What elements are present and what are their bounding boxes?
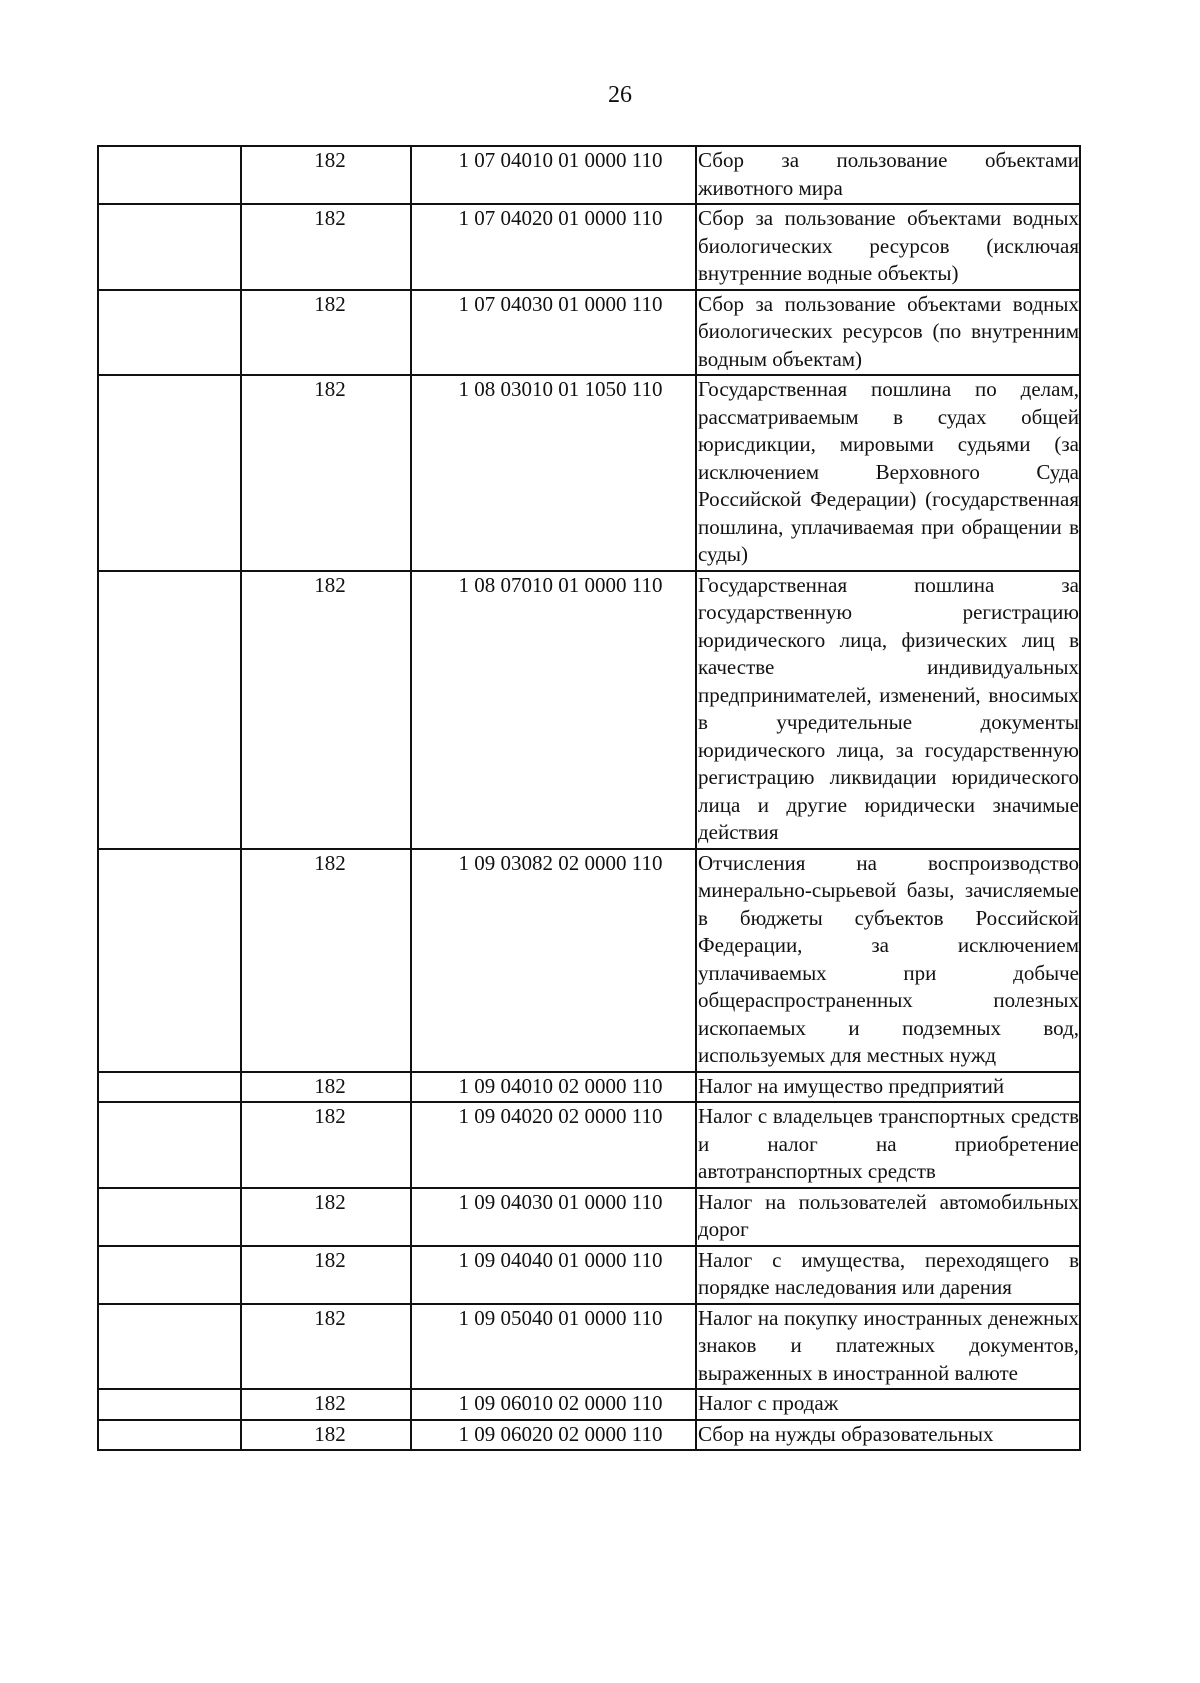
budget-classification-code-cell: 1 09 03082 02 0000 110 (411, 849, 696, 1072)
revenue-name-cell: Государственная пошлина по делам, рассматриваемым в судах общей юрисдикции, мировыми судьями (за исключением Верховного Суда Российской Федерации) (государственная пошлина, уплачиваемая при обращении в суды) (696, 375, 1080, 571)
budget-classification-code-cell: 1 09 06010 02 0000 110 (411, 1389, 696, 1420)
administrator-code-cell: 182 (241, 290, 411, 376)
revenue-name-cell: Налог на имущество предприятий (696, 1072, 1080, 1103)
table-row (98, 1420, 1080, 1451)
administrator-code-cell: 182 (241, 849, 411, 1072)
page-number: 26 (608, 82, 632, 108)
table-row (98, 1188, 1080, 1246)
empty-cell (98, 1188, 241, 1246)
administrator-code-cell: 182 (241, 375, 411, 571)
administrator-code-cell: 182 (241, 571, 411, 849)
budget-classification-code-cell: 1 09 06020 02 0000 110 (411, 1420, 696, 1451)
budget-classification-code-cell: 1 07 04030 01 0000 110 (411, 290, 696, 376)
administrator-code-cell: 182 (241, 1072, 411, 1103)
table-row (98, 146, 1080, 204)
administrator-code-cell: 182 (241, 204, 411, 290)
table-row (98, 849, 1080, 1072)
administrator-code-cell: 182 (241, 1246, 411, 1304)
revenue-name-cell: Сбор за пользование объектами водных биологических ресурсов (исключая внутренние водные объекты) (696, 204, 1080, 290)
budget-codes-table (97, 145, 1081, 1451)
budget-classification-code-cell: 1 08 07010 01 0000 110 (411, 571, 696, 849)
budget-classification-code-cell: 1 09 04020 02 0000 110 (411, 1102, 696, 1188)
table-row (98, 290, 1080, 376)
empty-cell (98, 204, 241, 290)
administrator-code-cell: 182 (241, 146, 411, 204)
revenue-name-cell: Налог с продаж (696, 1389, 1080, 1420)
budget-classification-code-cell: 1 08 03010 01 1050 110 (411, 375, 696, 571)
administrator-code-cell: 182 (241, 1188, 411, 1246)
empty-cell (98, 571, 241, 849)
budget-classification-code-cell: 1 09 04030 01 0000 110 (411, 1188, 696, 1246)
empty-cell (98, 290, 241, 376)
budget-classification-code-cell: 1 09 04010 02 0000 110 (411, 1072, 696, 1103)
budget-classification-code-cell: 1 09 04040 01 0000 110 (411, 1246, 696, 1304)
budget-classification-code-cell: 1 07 04020 01 0000 110 (411, 204, 696, 290)
empty-cell (98, 849, 241, 1072)
revenue-name-cell: Отчисления на воспроизводство минерально-сырьевой базы, зачисляемые в бюджеты субъектов Российской Федерации, за исключением уплачиваемых при добыче общераспространенных полезных ископаемых и подземных вод, используемых для местных нужд (696, 849, 1080, 1072)
revenue-name-cell: Налог на покупку иностранных денежных знаков и платежных документов, выраженных в иностранной валюте (696, 1304, 1080, 1390)
administrator-code-cell: 182 (241, 1102, 411, 1188)
revenue-name-cell: Сбор за пользование объектами животного мира (696, 146, 1080, 204)
table-row (98, 571, 1080, 849)
revenue-name-cell: Государственная пошлина за государственную регистрацию юридического лица, физических лиц в качестве индивидуальных предпринимателей, изменений, вносимых в учредительные документы юридического лица, за государственную регистрацию ликвидации юридического лица и другие юридически значимые действия (696, 571, 1080, 849)
administrator-code-cell: 182 (241, 1420, 411, 1451)
budget-classification-code-cell: 1 07 04010 01 0000 110 (411, 146, 696, 204)
empty-cell (98, 1389, 241, 1420)
revenue-name-cell: Налог на пользователей автомобильных дорог (696, 1188, 1080, 1246)
table-row (98, 1102, 1080, 1188)
table-row (98, 1304, 1080, 1390)
administrator-code-cell: 182 (241, 1304, 411, 1390)
table-row (98, 204, 1080, 290)
revenue-name-cell: Налог с владельцев транспортных средств и налог на приобретение автотранспортных средств (696, 1102, 1080, 1188)
revenue-name-cell: Налог с имущества, переходящего в порядке наследования или дарения (696, 1246, 1080, 1304)
table-row (98, 1072, 1080, 1103)
budget-classification-code-cell: 1 09 05040 01 0000 110 (411, 1304, 696, 1390)
table-row (98, 375, 1080, 571)
empty-cell (98, 1246, 241, 1304)
revenue-name-cell: Сбор за пользование объектами водных биологических ресурсов (по внутренним водным объектам) (696, 290, 1080, 376)
empty-cell (98, 1072, 241, 1103)
table-row (98, 1389, 1080, 1420)
empty-cell (98, 1102, 241, 1188)
revenue-name-cell: Сбор на нужды образовательных (696, 1420, 1080, 1451)
empty-cell (98, 1304, 241, 1390)
table-row (98, 1246, 1080, 1304)
empty-cell (98, 1420, 241, 1451)
empty-cell (98, 375, 241, 571)
administrator-code-cell: 182 (241, 1389, 411, 1420)
empty-cell (98, 146, 241, 204)
